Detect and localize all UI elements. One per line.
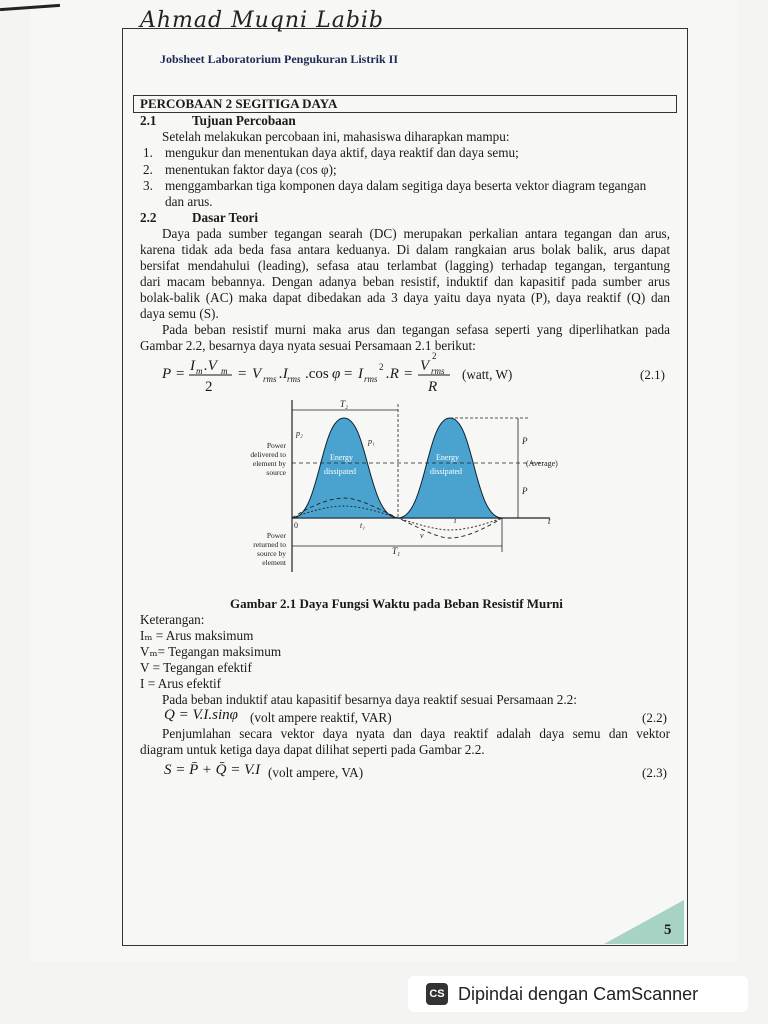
svg-text:=: = [344, 366, 353, 382]
handwritten-name: Ahmad Muqni Labib [140, 8, 385, 33]
page-corner-decoration [604, 900, 684, 944]
section-2-2-title: Dasar Teori [192, 210, 259, 225]
svg-text:2: 2 [379, 362, 384, 372]
objective-number: 3. [143, 178, 153, 193]
section-2-1-number: 2.1 [140, 113, 157, 128]
section-2-1-title: Tujuan Percobaan [192, 113, 296, 128]
equation-2-3-units: (volt ampere, VA) [268, 765, 364, 780]
left-label-top-line: Power [266, 441, 286, 450]
objective-number: 2. [143, 162, 153, 177]
voltage-label: v [420, 531, 424, 540]
power-waveform-figure [240, 396, 580, 596]
average-label: (Average) [526, 459, 558, 468]
p-label-upper: P [522, 436, 528, 446]
equation-2-2-number: (2.2) [642, 710, 667, 725]
equation-2-1-number: (2.1) [640, 367, 665, 382]
keterangan-title: Keterangan: [140, 612, 205, 627]
equation-2-3-number: (2.3) [642, 765, 667, 780]
paragraph-line: bersifat mendahului (leading), sefasa atau terlambat (lagging) terhadap tegangan, tergantung [140, 258, 670, 273]
section-title: PERCOBAAN 2 SEGITIGA DAYA [140, 96, 338, 111]
left-label-bottom-line: element [262, 558, 286, 567]
intro-text: Setelah melakukan percobaan ini, mahasiswa diharapkan mampu: [162, 129, 510, 144]
paragraph-line: dari macam bebannya. Dengan adanya beban resistif, induktif dan kapasitif pada sumber arus [140, 274, 670, 289]
figure-caption: Gambar 2.1 Daya Fungsi Waktu pada Beban Resistif Murni [230, 596, 563, 611]
svg-text:P: P [162, 366, 172, 382]
t2-label: T₂ [340, 399, 349, 409]
p-label-lower: P [522, 486, 528, 496]
objective-text-continued: dan arus. [165, 194, 213, 209]
svg-text:V: V [252, 366, 262, 382]
svg-text:rms: rms [287, 374, 301, 384]
time-axis-label: t [548, 516, 551, 526]
keterangan-item: I = Arus efektif [140, 676, 222, 691]
dissipated-text: dissipated [324, 467, 356, 476]
page-number: 5 [664, 922, 672, 938]
svg-text:m: m [196, 366, 203, 376]
paragraph-line: diagram untuk ketiga daya dapat dilihat seperti pada Gambar 2.2. [140, 742, 485, 757]
svg-text:.R: .R [386, 366, 399, 382]
paragraph-line: Daya pada sumber tegangan searah (DC) merupakan perkalian antara tegangan dan arus, [162, 226, 670, 241]
objective-text: menentukan faktor daya (cos φ); [165, 162, 337, 177]
dissipated-text: dissipated [430, 467, 462, 476]
camscanner-text: Dipindai dengan CamScanner [458, 983, 699, 1004]
paragraph-line: Gambar 2.2, besarnya daya nyata sesuai Persamaan 2.1 berikut: [140, 338, 476, 353]
svg-text:V: V [420, 358, 430, 374]
equation-2-2: Q = V.I.sinφ [164, 707, 238, 723]
t1-tick-label: t₁ [360, 521, 366, 530]
paragraph-line: daya semu (S). [140, 306, 219, 321]
p2-label: p₂ [296, 429, 303, 438]
svg-text:I: I [358, 366, 363, 382]
t1-label: T₁ [392, 546, 401, 556]
svg-text:m: m [221, 366, 228, 376]
equation-2-1 [160, 350, 480, 398]
left-label-top-line: delivered to [250, 450, 286, 459]
svg-text:R: R [428, 379, 438, 395]
svg-text:.cos: .cos [305, 366, 329, 382]
equation-2-3: S = P̄ + Q̄ = V.I [164, 762, 261, 778]
equation-2-1-units: (watt, W) [462, 367, 513, 382]
svg-text:=: = [238, 366, 247, 382]
left-label-bottom-line: source by [257, 549, 286, 558]
svg-text:rms: rms [263, 374, 277, 384]
svg-text:.I: .I [279, 366, 288, 382]
svg-text:rms: rms [431, 366, 445, 376]
svg-text:I: I [190, 358, 195, 374]
equation-2-2-units: (volt ampere reaktif, VAR) [250, 710, 392, 725]
energy-text: Energy [436, 453, 459, 462]
paragraph-line: Pada beban resistif murni maka arus dan tegangan sefasa seperti yang diperlihatkan pada [162, 322, 670, 337]
svg-text:φ: φ [332, 366, 341, 382]
left-label-bottom-line: Power [266, 531, 286, 540]
svg-text:=: = [176, 366, 185, 382]
section-2-2-number: 2.2 [140, 210, 157, 225]
svg-text:2: 2 [432, 351, 437, 361]
objective-text: mengukur dan menentukan daya aktif, daya reaktif dan daya semu; [165, 145, 519, 160]
objective-text: menggambarkan tiga komponen daya dalam segitiga daya beserta vektor diagram tegangan [165, 178, 647, 193]
energy-text: Energy [330, 453, 353, 462]
paragraph-line: karena tidak ada beda fasa antara keduanya. Di dalam rangkaian arus bolak balik, arus dapat [140, 242, 670, 257]
camscanner-logo-icon: CS [426, 983, 448, 1005]
current-label: i [454, 516, 457, 525]
svg-text:.V: .V [204, 358, 217, 374]
paragraph-line: Penjumlahan secara vektor daya nyata dan daya reaktif adalah daya semu dan vektor [162, 726, 670, 741]
paragraph-line: Pada beban induktif atau kapasitif besarnya daya reaktif sesuai Persamaan 2.2: [162, 692, 577, 707]
left-label-top-line: element by [252, 459, 286, 468]
origin-label: 0 [294, 521, 298, 530]
keterangan-item: Vₘ= Tegangan maksimum [140, 644, 282, 659]
left-label-bottom-line: returned to [253, 540, 286, 549]
keterangan-item: V = Tegangan efektif [140, 660, 252, 675]
svg-text:rms: rms [364, 374, 378, 384]
objective-number: 1. [143, 145, 153, 160]
paragraph-line: bolak-balik (AC) maka dapat dibedakan ada 3 daya yaitu daya nyata (P), daya reaktif (Q) dan [140, 290, 670, 305]
header-title: Jobsheet Laboratorium Pengukuran Listrik II [160, 52, 399, 66]
svg-text:2: 2 [205, 379, 213, 395]
left-label-top-line: source [266, 468, 286, 477]
keterangan-item: Iₘ = Arus maksimum [140, 628, 254, 643]
section-title-box [133, 95, 677, 113]
p1-label: p₁ [368, 437, 375, 446]
camscanner-watermark [408, 976, 748, 1012]
svg-text:=: = [404, 366, 413, 382]
